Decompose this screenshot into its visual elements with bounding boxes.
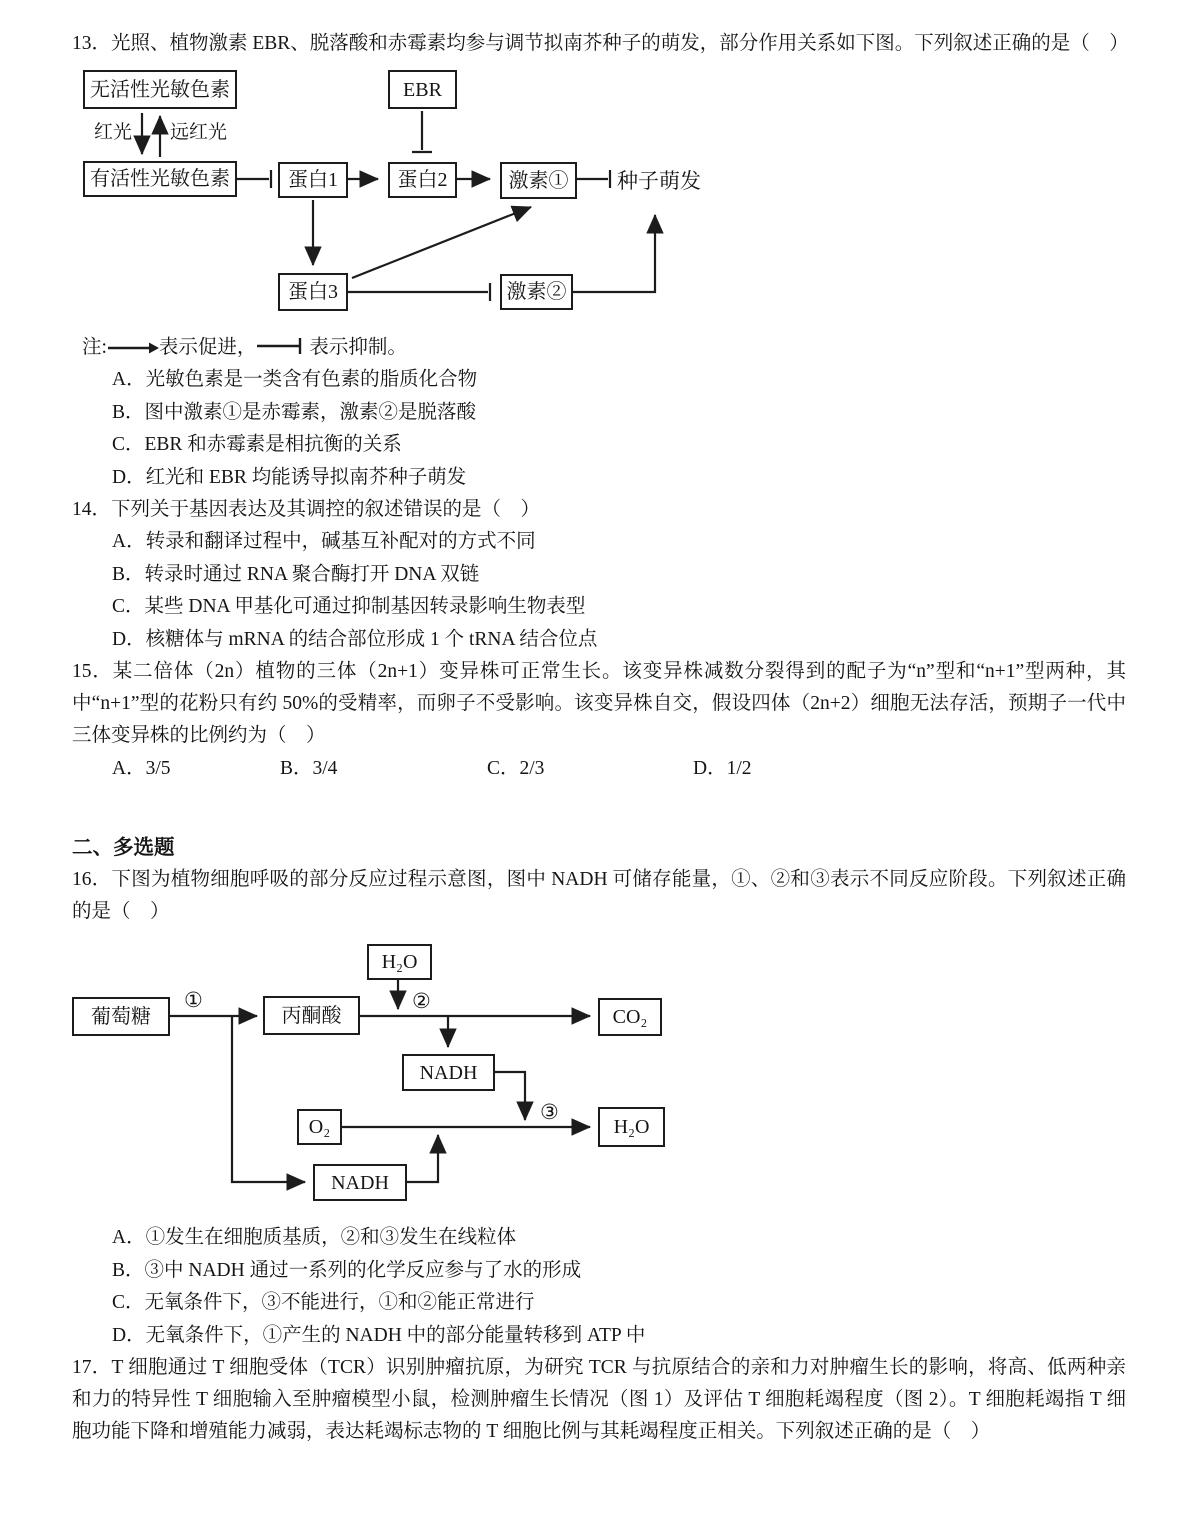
- q13-stem: 13．光照、植物激素 EBR、脱落酸和赤霉素均参与调节拟南芥种子的萌发，部分作用关系如下图。下列叙述正确的是（ ）: [72, 33, 1129, 54]
- q17-stem: 17．T 细胞通过 T 细胞受体（TCR）识别肿瘤抗原，为研究 TCR 与抗原结合的亲和力对肿瘤生长的影响，将高、低两种亲和力的特异性 T 细胞输入至肿瘤模型小鼠，检测肿瘤生长情况（图 1）及评估 T 细胞耗竭程度（图 2）。T 细胞耗竭指 T 细胞功能下降和增殖能力减弱，表达耗竭标志物的 T 细胞比例与其耗竭程度正相关。下列叙述正确的是（ ）: [72, 1357, 1126, 1442]
- q15-option-a: A．3/5: [112, 758, 171, 779]
- q16-option-b: B．③中 NADH 通过一系列的化学反应参与了水的形成: [112, 1259, 582, 1281]
- protein2-label: 蛋白2: [397, 169, 448, 191]
- q15-option-d: D．1/2: [693, 758, 752, 779]
- q16-diagram: [72, 934, 1126, 1216]
- protein3-label: 蛋白3: [288, 281, 338, 303]
- note-prefix: 注:: [82, 337, 107, 358]
- q15-stem: 15．某二倍体（2n）植物的三体（2n+1）变异株可正常生长。该变异株减数分裂得到的配子为“n”型和“n+1”型两种，其中“n+1”型的花粉只有约 50%的受精率，而卵子不受影响。该变异株自交，假设四体（2n+2）细胞无法存活，预期子一代中三体变异株的比例约为（ ）: [72, 661, 1126, 746]
- step2-label: ②: [412, 989, 431, 1013]
- hormone2-label: 激素②: [506, 281, 567, 303]
- q15-option-b: B．3/4: [280, 758, 338, 779]
- protein3-box: [278, 273, 348, 311]
- hormone1-box: [500, 162, 577, 199]
- inactive-phytochrome-box: [83, 70, 237, 109]
- q13-option-b: B．图中激素①是赤霉素，激素②是脱落酸: [112, 401, 477, 423]
- q16-option-c: C．无氧条件下，③不能进行，①和②能正常进行: [112, 1292, 535, 1313]
- q13-diagram: [72, 66, 1126, 322]
- ebr-box: [388, 70, 457, 109]
- glucose-label: 葡萄糖: [91, 1005, 151, 1028]
- q13-option-c: C．EBR 和赤霉素是相抗衡的关系: [112, 434, 402, 455]
- water-top-label: H₂O: [381, 951, 418, 973]
- co2-box: [598, 998, 662, 1036]
- step1-label: ①: [184, 988, 203, 1012]
- section-multi-choice-title: 二、多选题: [72, 836, 175, 859]
- q15-option-c: C．2/3: [487, 758, 545, 779]
- q13-option-d: D．红光和 EBR 均能诱导拟南芥种子萌发: [112, 466, 467, 488]
- q14-stem: 14．下列关于基因表达及其调控的叙述错误的是（ ）: [72, 499, 541, 520]
- ebr-label: EBR: [403, 78, 442, 101]
- note-promote-label: 表示促进，: [158, 337, 257, 358]
- active-phytochrome-label: 有活性光敏色素: [90, 168, 230, 190]
- nadh-mid-label: NADH: [419, 1061, 478, 1084]
- water-right-label: H₂O: [613, 1116, 650, 1138]
- q13-option-a: A．光敏色素是一类含有色素的脂质化合物: [112, 369, 478, 390]
- protein2-box: [388, 162, 457, 198]
- q16-diagram-connectors: [72, 934, 1126, 1216]
- protein1-box: [278, 162, 348, 198]
- co2-label: CO₂: [612, 1006, 648, 1028]
- active-phytochrome-box: [83, 161, 237, 197]
- q16-option-d: D．无氧条件下，①产生的 NADH 中的部分能量转移到 ATP 中: [112, 1324, 646, 1346]
- q14-option-c: C．某些 DNA 甲基化可通过抑制基因转录影响生物表型: [112, 596, 586, 617]
- inhibit-bar-icon: [256, 337, 304, 355]
- nadh-bottom-box: [313, 1164, 407, 1201]
- o2-label: O₂: [308, 1116, 331, 1138]
- inactive-phytochrome-label: 无活性光敏色素: [90, 78, 230, 101]
- q14-option-d: D．核糖体与 mRNA 的结合部位形成 1 个 tRNA 结合位点: [112, 628, 598, 650]
- seed-germination-label: 种子萌发: [617, 169, 701, 193]
- pyruvate-label: 丙酮酸: [281, 1004, 342, 1027]
- promote-arrow-icon: [107, 341, 159, 355]
- water-right-box: [598, 1107, 665, 1147]
- q16-option-a: A．①发生在细胞质基质，②和③发生在线粒体: [112, 1227, 517, 1248]
- red-light-label: 红光: [94, 122, 133, 143]
- q14-option-a: A．转录和翻译过程中，碱基互补配对的方式不同: [112, 531, 536, 552]
- note-inhibit-label: 表示抑制。: [309, 337, 407, 358]
- far-red-light-label: 远红光: [170, 122, 228, 143]
- water-top-box: [367, 944, 432, 980]
- glucose-box: [72, 997, 170, 1036]
- step3-label: ③: [540, 1100, 559, 1124]
- q16-stem: 16．下图为植物细胞呼吸的部分反应过程示意图，图中 NADH 可储存能量，①、②和③表示不同反应阶段。下列叙述正确的是（ ）: [72, 869, 1126, 922]
- nadh-bottom-label: NADH: [331, 1171, 389, 1194]
- hormone2-box: [500, 274, 573, 310]
- q14-option-b: B．转录时通过 RNA 聚合酶打开 DNA 双链: [112, 563, 480, 585]
- o2-box: [297, 1109, 342, 1145]
- nadh-mid-box: [402, 1054, 495, 1091]
- protein1-label: 蛋白1: [288, 169, 338, 191]
- hormone1-label: 激素①: [508, 169, 569, 192]
- q13-legend-note: [82, 332, 1126, 364]
- q15-options-row: [72, 752, 1126, 786]
- pyruvate-box: [263, 996, 360, 1035]
